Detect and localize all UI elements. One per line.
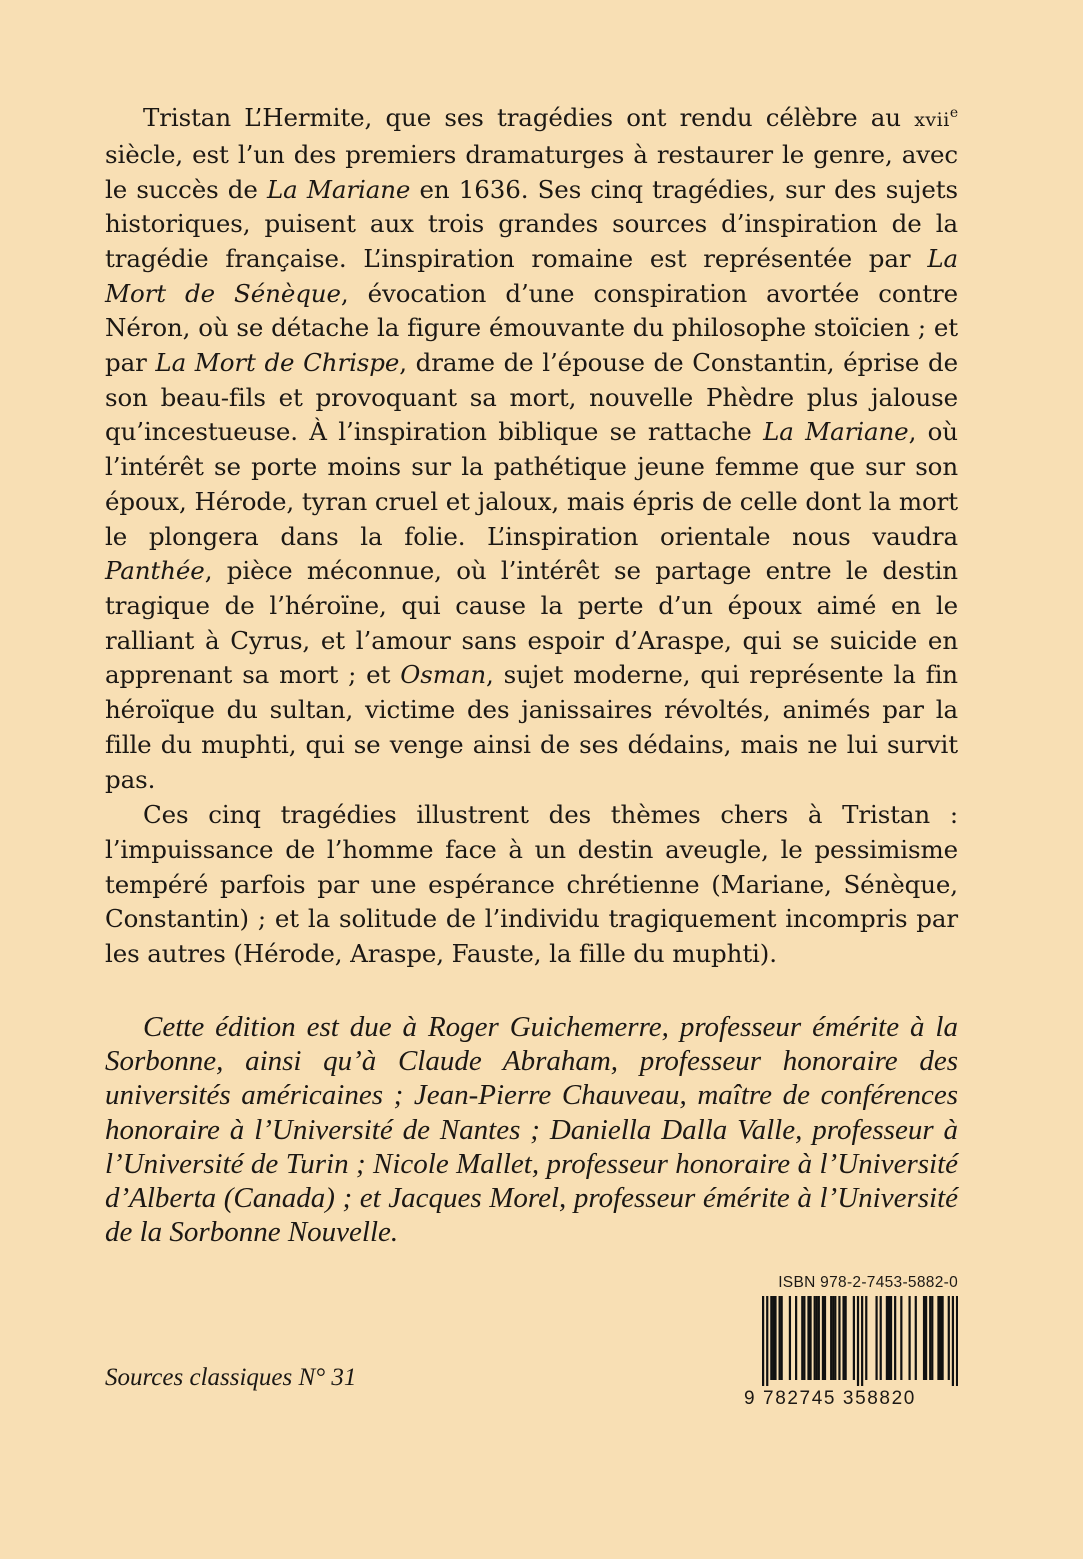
barcode-bar [766,1296,768,1386]
barcode-bar [952,1296,954,1386]
barcode-bar [886,1296,888,1380]
blurb-text: , drame de l’épouse de Constantin, éprise de son beau-fils et provoquant sa mort, nouvelle Phèdre plus jalouse qu’incestueuse. À l’inspiration biblique se rattache [105,348,959,447]
credits-paragraph: Cette édition est due à Roger Guichemerre, professeur émérite à la Sorbonne, ainsi qu’à Claude Abraham, professeur honoraire des universités américaines ; Jean-Pierre Chauveau, maître de conférences honoraire à l’Université de Nantes ; Daniella Dalla Valle, professeur à l’Université de Turin ; Nicole Mallet, professeur honoraire à l’Université d’Alberta (Canada) ; et Jacques Morel, professeur émérite à l’Université de la Sorbonne Nouvelle. [105,1011,958,1249]
barcode-bar [956,1296,958,1386]
barcode-bar [888,1296,890,1380]
blurb-text: , sujet moderne, qui représente la fin héroïque du sultan, victime des janissaires révoltés, animés par la fille du muphti, qui se venge ainsi de ses dédains, mais ne lui survit pas. [105,660,958,794]
barcode-bar [925,1296,927,1380]
barcode-bar [801,1296,803,1380]
back-cover-blurb [105,96,958,972]
barcode-bar [900,1296,902,1380]
blurb-text: , pièce méconnue, où l’intérêt se partage entre le destin tragique de l’héroïne, qui cause la perte d’un époux aimé en le ralliant à Cyrus, et l’amour sans espoir d’Araspe, qui se suicide en apprenant sa mort ; et [105,556,958,690]
title-panthee: Panthée [105,556,205,586]
century-numeral: xvii [914,109,950,132]
edition-credits [105,1010,958,1249]
series-label: Sources classiques N° 31 [105,1364,357,1391]
barcode-bar [822,1296,824,1380]
barcode-bar [894,1296,896,1380]
barcode-bar [789,1296,791,1380]
barcode-bar [838,1296,840,1380]
blurb-text: , où l’intérêt se porte moins sur la pathétique jeune femme que sur son époux, Hérode, tyran cruel et jaloux, mais épris de celle dont la mort le plongera dans la folie. L’inspiration orientale nous vaudra [105,417,958,551]
barcode-bar [762,1296,764,1386]
isbn-block [744,1273,958,1410]
barcode-bar [774,1296,776,1380]
barcode-bar [929,1296,931,1380]
barcode-bar [915,1296,917,1380]
barcode-bar [818,1296,820,1380]
title-osman: Osman [400,660,487,690]
blurb-text: , évocation d’une conspiration avortée contre Néron, où se détache la figure émouvante du philosophe stoïcien ; et par [105,278,958,378]
barcode-bar [809,1296,811,1380]
barcode-bar [939,1296,941,1380]
century-superscript: e [949,105,958,121]
barcode-bar [880,1296,882,1380]
barcode-bar [814,1296,816,1380]
barcode-bar [772,1296,774,1380]
barcode-bar [842,1296,844,1380]
barcode-bar [861,1296,863,1386]
blurb-text: siècle, est l’un des premiers dramaturges à restaurer le genre, avec le succès de [105,139,958,204]
blurb-paragraph-1 [105,96,958,797]
barcode-bar [834,1296,836,1380]
barcode-bar [865,1296,867,1380]
barcode-bar [803,1296,805,1380]
title-la-mariane: La Mariane [763,417,909,447]
barcode-digits: 9 782745 358820 [744,1388,916,1409]
isbn-label: ISBN 978-2-7453-5882-0 [778,1274,958,1291]
barcode-bar [937,1296,939,1380]
barcode-bar [941,1296,943,1380]
barcode-bar [923,1296,925,1380]
barcode-bar [890,1296,892,1380]
barcode-bar [857,1296,859,1386]
barcode-bar [875,1296,877,1380]
barcode-bar [807,1296,809,1380]
title-la-mort-de-seneque: La Mort de Sénèque [105,243,958,308]
barcode-bar [770,1296,772,1380]
barcode-bar [853,1296,855,1380]
blurb-paragraph-2: Ces cinq tragédies illustrent des thèmes chers à Tristan : l’impuissance de l’homme face à un destin aveugle, le pessimisme tempéré parfois par une espérance chrétienne (Mariane, Sénèque, Constantin) ; et la solitude de l’individu tragiquement incompris par les autres (Hérode, Araspe, Fauste, la fille du muphti). [105,800,958,969]
blurb-text: Tristan L’Hermite, que ses tragédies ont rendu célèbre au [143,103,915,133]
barcode-bar [931,1296,933,1380]
barcode-bar [795,1296,797,1380]
barcode-bar [824,1296,826,1380]
barcode-bar [781,1296,783,1380]
barcode-bar [779,1296,781,1380]
barcode-icon [762,1296,958,1386]
barcode-bar [832,1296,834,1380]
barcode-bar [845,1296,847,1380]
barcode-bar [816,1296,818,1380]
barcode-bar [830,1296,832,1380]
barcode-bar [908,1296,910,1380]
blurb-text: en 1636. Ses cinq tragédies, sur des sujets historiques, puisent aux trois grandes sources d’inspiration de la tragédie française. L’inspiration romaine est représentée par [105,174,958,273]
title-la-mariane: La Mariane [266,174,411,204]
title-la-mort-de-chrispe: La Mort de Chrispe [155,348,400,378]
barcode-bar [948,1296,950,1380]
